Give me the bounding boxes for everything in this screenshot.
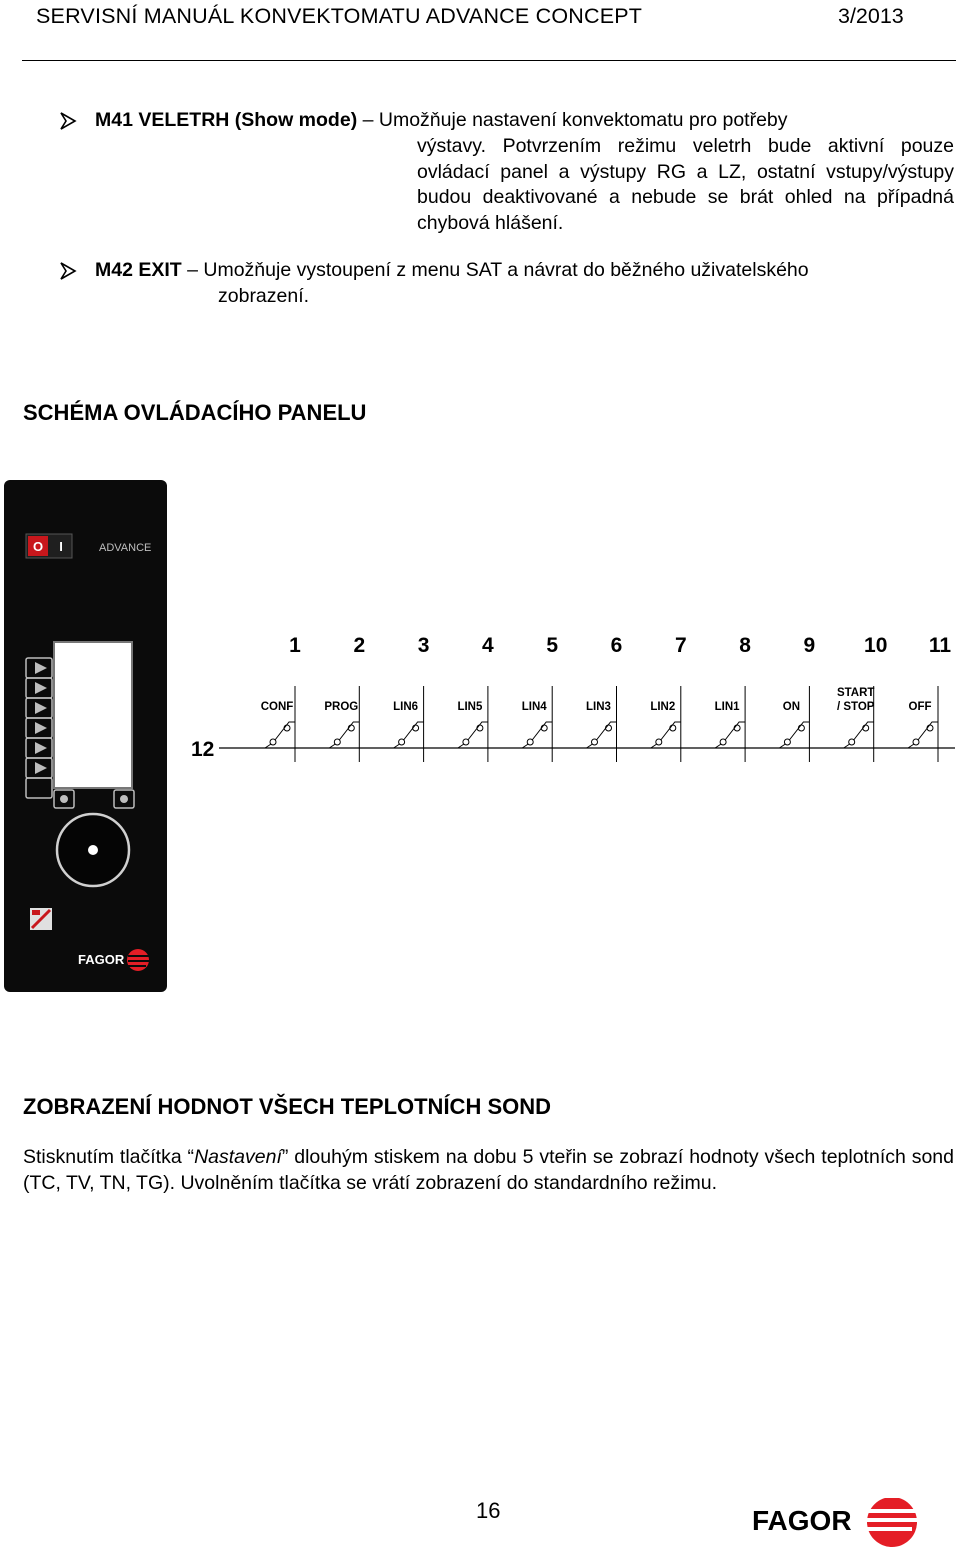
switch-arm (265, 722, 295, 748)
header-title: SERVISNÍ MANUÁL KONVEKTOMATU ADVANCE CONCEPT (36, 4, 643, 28)
switch-number: 1 (289, 634, 301, 657)
bullet-m41-continuation: výstavy. Potvrzením režimu veletrh bude aktivní pouze ovládací panel a výstupy RG a LZ, ostatní vstupy/výstupy budou deaktivované a nebude se brát ohled na případná chybová hlášení. (417, 135, 954, 234)
header-date: 3/2013 (838, 4, 904, 28)
switch-arm (522, 722, 552, 748)
section-heading-panel-schema: SCHÉMA OVLÁDACÍHO PANELU (23, 400, 367, 425)
switch-label: LIN1 (714, 701, 740, 713)
control-panel-image (4, 480, 168, 993)
switch-label: LIN2 (650, 701, 676, 713)
switch-number: 7 (674, 634, 687, 657)
switch-arm (715, 722, 745, 748)
bullet-m41-code: M41 VELETRH (Show mode) (95, 109, 358, 131)
section2-text-before: Stisknutím tlačítka “ (23, 1146, 195, 1168)
switch-6 (586, 634, 622, 762)
switch-arm (844, 722, 874, 748)
switch-label: CONF (260, 701, 294, 713)
switch-arm (458, 722, 488, 748)
bullet-m42-code: M42 EXIT (95, 259, 182, 281)
switch-3 (393, 634, 429, 762)
power-on-symbol: I (59, 539, 63, 554)
footer-fagor-logo-text: FAGOR (752, 1505, 852, 1536)
bullet-m42-first-line (95, 258, 955, 284)
bullet-m42-first: Umožňuje vystoupení z menu SAT a návrat do běžného uživatelského (203, 259, 809, 281)
footer-fagor-logo (752, 1498, 922, 1554)
section2-text-after: ” dlouhým stiskem na dobu 5 vteřin se zobrazí hodnoty všech teplotních sond (TC, TV, TN, TG). Uvolněním tlačítka se vrátí zobrazení do standardního režimu. (23, 1146, 954, 1194)
section-heading-probes: ZOBRAZENÍ HODNOT VŠECH TEPLOTNÍCH SOND (23, 1094, 552, 1119)
switch-number: 2 (353, 634, 366, 657)
bullet-arrow-icon (58, 261, 78, 281)
switch-number: 6 (610, 634, 623, 657)
power-off-symbol: O (32, 539, 44, 554)
bullet-m41-first: Umožňuje nastavení konvektomatu pro potřeby (378, 109, 788, 131)
bullet-m42-dash: – (181, 259, 204, 281)
bullet-m41-first-line (95, 108, 955, 134)
display-screen (54, 642, 132, 788)
section2-text-italic: Nastavení (194, 1146, 282, 1168)
switch-diagram (185, 622, 957, 772)
switch-arm (587, 722, 617, 748)
switch-arm (329, 722, 359, 748)
bus-number-label: 12 (191, 738, 215, 761)
switch-number: 9 (803, 634, 816, 657)
switch-label: OFF (908, 701, 932, 713)
fagor-logo-icon (752, 1498, 922, 1550)
switch-arm (779, 722, 809, 748)
switch-7 (650, 634, 686, 762)
switch-number: 4 (482, 634, 494, 657)
switch-label: LIN3 (586, 701, 611, 713)
switch-label: LIN5 (457, 701, 483, 713)
switch-2 (324, 634, 365, 762)
bullet-arrow-icon (58, 111, 78, 131)
bullet-m41-dash: – (357, 109, 379, 131)
switch-10 (837, 634, 887, 762)
switch-number: 10 (864, 634, 888, 657)
panel-fagor-logo-text: FAGOR (78, 952, 125, 967)
switch-number: 3 (417, 634, 430, 657)
switch-label: LIN4 (521, 701, 547, 713)
switch-number: 11 (928, 634, 952, 657)
switch-label: / STOP (836, 701, 875, 713)
switch-number: 8 (739, 634, 751, 657)
page-number: 16 (476, 1498, 501, 1523)
switch-arm (651, 722, 681, 748)
header-rule (22, 60, 956, 61)
switch-1 (261, 634, 301, 762)
switch-label: ON (782, 701, 801, 713)
bullet-m42-continuation: zobrazení. (218, 285, 310, 307)
switch-9 (779, 634, 815, 762)
switch-5 (522, 634, 559, 762)
switch-4 (457, 634, 494, 762)
switch-8 (715, 634, 752, 762)
switch-label: PROG (324, 701, 359, 713)
switch-arm (908, 722, 938, 748)
rotary-knob-dot (88, 845, 98, 855)
section2-paragraph (23, 1145, 954, 1196)
switch-label: LIN6 (393, 701, 419, 713)
switch-11 (908, 634, 951, 762)
advance-brand: ADVANCE (99, 542, 152, 554)
switch-number: 5 (546, 634, 559, 657)
switch-arm (394, 722, 424, 748)
switch-label-top: START (836, 687, 875, 699)
